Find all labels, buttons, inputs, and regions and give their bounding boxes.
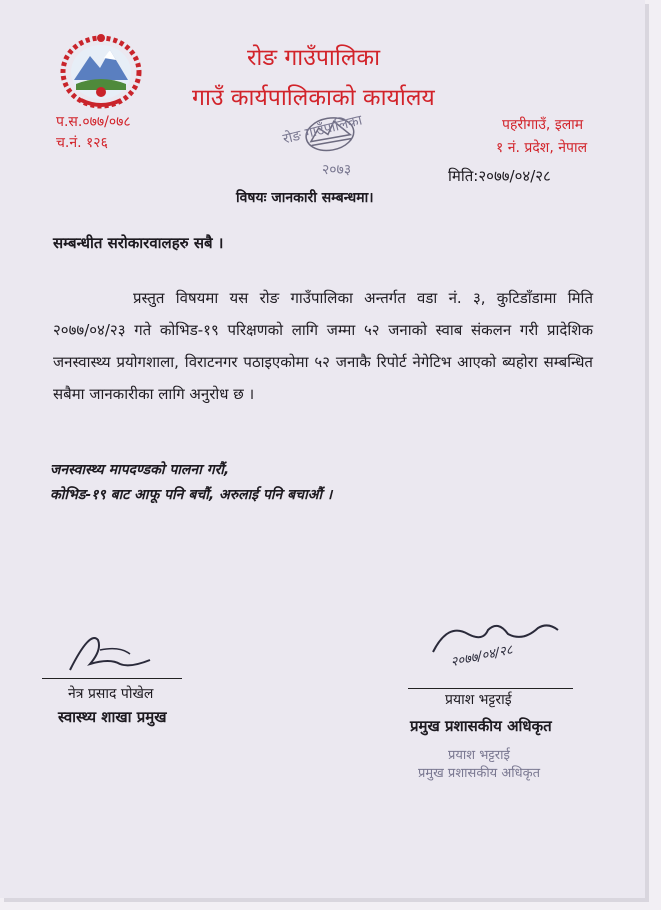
address-line2: १ नं. प्रदेश, नेपाल — [496, 140, 588, 156]
office-title-line1: रोङ गाउँपालिका — [247, 45, 381, 71]
left-signatory-name: नेत्र प्रसाद पोखेल — [68, 686, 154, 702]
left-signatory-role: स्वास्थ्य शाखा प्रमुख — [58, 708, 167, 726]
seal-text-top: रोङ गाउँपालिका — [281, 112, 364, 148]
right-signatory-name: प्रयाश भट्टराई — [445, 692, 512, 708]
office-title-line2: गाउँ कार्यपालिकाको कार्यालय — [192, 85, 435, 111]
letter-salutation: सम्बन्धीत सरोकारवालहरु सबै । — [53, 234, 224, 252]
stamp-name: प्रयाश भट्टराई — [448, 748, 510, 763]
left-signature-icon — [60, 620, 170, 680]
right-signature-date: २०७७/०४/२८ — [449, 642, 515, 671]
right-signatory-role: प्रमुख प्रशासकीय अधिकृत — [410, 717, 552, 735]
left-signature-line — [42, 678, 182, 679]
letter-body-text: प्रस्तुत विषयमा यस रोङ गाउँपालिका अन्तर्गत वडा नं. ३, कुटिडाँडामा मिति २०७७/०४/२३ गते कोभिड-१९ परिक्षणको लागि जम्मा ५२ जनाको स्वाब संकलन गरी प्रादेशिक जनस्वास्थ्य प्रयोगशाला, विराटनगर पठाइएकोमा ५२ जनाकै रिपोर्ट नेगेटिभ आएको ब्यहोरा सम्बन्धित सबैमा जानकारीका लागि अनुरोध छ । — [53, 289, 593, 403]
slogan-line1: जनस्वास्थ्य मापदण्डको पालना गरौं, — [50, 462, 230, 478]
right-signature-line — [408, 688, 573, 689]
dispatch-number: च.नं. १२६ — [56, 135, 108, 151]
letter-body — [53, 282, 593, 410]
stamp-role: प्रमुख प्रशासकीय अधिकृत — [418, 766, 541, 781]
seal-text-bottom: २०७३ — [322, 162, 352, 178]
letter-date: मिति:२०७७/०४/२८ — [448, 167, 551, 185]
nepal-emblem-icon — [56, 30, 146, 110]
address-line1: पहरीगाउँ, इलाम — [502, 117, 584, 133]
reference-number: प.स.०७७/०७८ — [56, 114, 131, 130]
letter-subject: विषयः जानकारी सम्बन्धमा। — [236, 190, 374, 206]
slogan-line2: कोभिड-१९ बाट आफू पनि बचौं, अरुलाई पनि बचाऔं । — [50, 487, 333, 503]
